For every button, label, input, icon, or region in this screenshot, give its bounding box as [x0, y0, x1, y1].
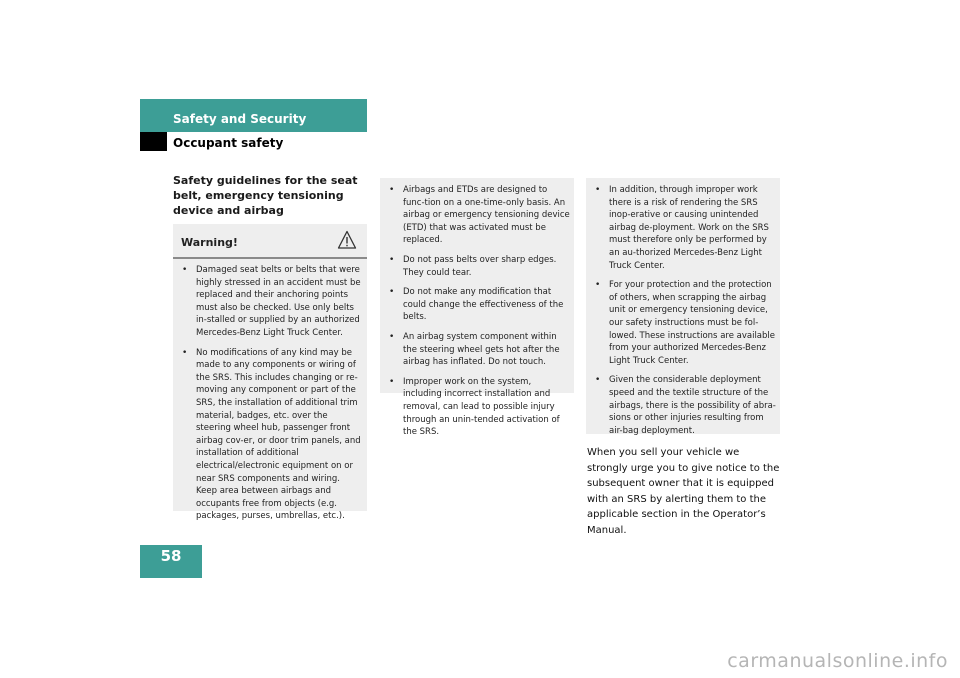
- body-paragraph: When you sell your vehicle we strongly urge you to give notice to the subsequent owner that it is equipped with an SRS by alerting them to the applicable section in the Operator’s Manual.: [587, 447, 780, 536]
- list-item: • An airbag system component within the steering wheel gets hot after the airbag has inflated. Do not touch.: [388, 331, 570, 369]
- warning-list: [181, 264, 363, 530]
- watermark: carmanualsonline.info: [727, 650, 948, 672]
- page-heading: Safety guidelines for the seat belt, emergency tensioning device and airbag: [173, 174, 358, 217]
- section-marker: [140, 132, 167, 151]
- list-item: • Improper work on the system, including incorrect installation and removal, can lead to possible injury through an unin-tended activation of the SRS.: [388, 376, 570, 439]
- guidelines-box-middle: [380, 178, 574, 438]
- guidelines-box-right: [586, 178, 780, 434]
- guidelines-list-right: [594, 184, 776, 444]
- list-item: • Given the considerable deployment speed and the textile structure of the airbags, there is the possibility of abra-sions or other injuries resulting from air-bag deployment.: [594, 374, 776, 437]
- warning-triangle-icon: [337, 230, 357, 250]
- list-item: • Airbags and ETDs are designed to func-tion on a one-time-only basis. An airbag or emergency tensioning device (ETD) that was activated must be replaced.: [388, 184, 570, 247]
- page-number: 58: [140, 545, 202, 578]
- list-item: • Damaged seat belts or belts that were highly stressed in an accident must be replaced and their anchoring points must also be checked. Use only belts in-stalled or supplied by an authorized Mercedes-Benz Light Truck Center.: [181, 264, 363, 340]
- section-title: Safety and Security: [173, 112, 307, 126]
- warning-box: [173, 224, 367, 522]
- subsection-title: Occupant safety: [173, 136, 284, 150]
- list-item: • For your protection and the protection of others, when scrapping the airbag unit or emergency tensioning device, our safety instructions must be fol-lowed. These instructions are available from your authorized Mercedes-Benz Light Truck Center.: [594, 279, 776, 367]
- guidelines-list-middle: [388, 184, 570, 446]
- list-item: • In addition, through improper work there is a risk of rendering the SRS inop-erative or causing unintended airbag de-ployment. Work on the SRS must therefore only be performed by an au-thorized Mercedes-Benz Light Truck Center.: [594, 184, 776, 272]
- warning-label: Warning!: [181, 236, 238, 249]
- warning-header: [173, 224, 367, 259]
- list-item: • Do not make any modification that could change the effectiveness of the belts.: [388, 286, 570, 324]
- list-item: • Do not pass belts over sharp edges. They could tear.: [388, 254, 570, 279]
- list-item: • No modifications of any kind may be made to any components or wiring of the SRS. This includes changing or re-moving any component or part of the SRS, the installation of additional trim material, badges, etc. over the steering wheel hub, passenger front airbag cov-er, or door trim panels, and installation of additional electrical/electronic equipment on or near SRS components and wiring. Keep area between airbags and occupants free from objects (e.g. packages, purses, umbrellas, etc.).: [181, 347, 363, 523]
